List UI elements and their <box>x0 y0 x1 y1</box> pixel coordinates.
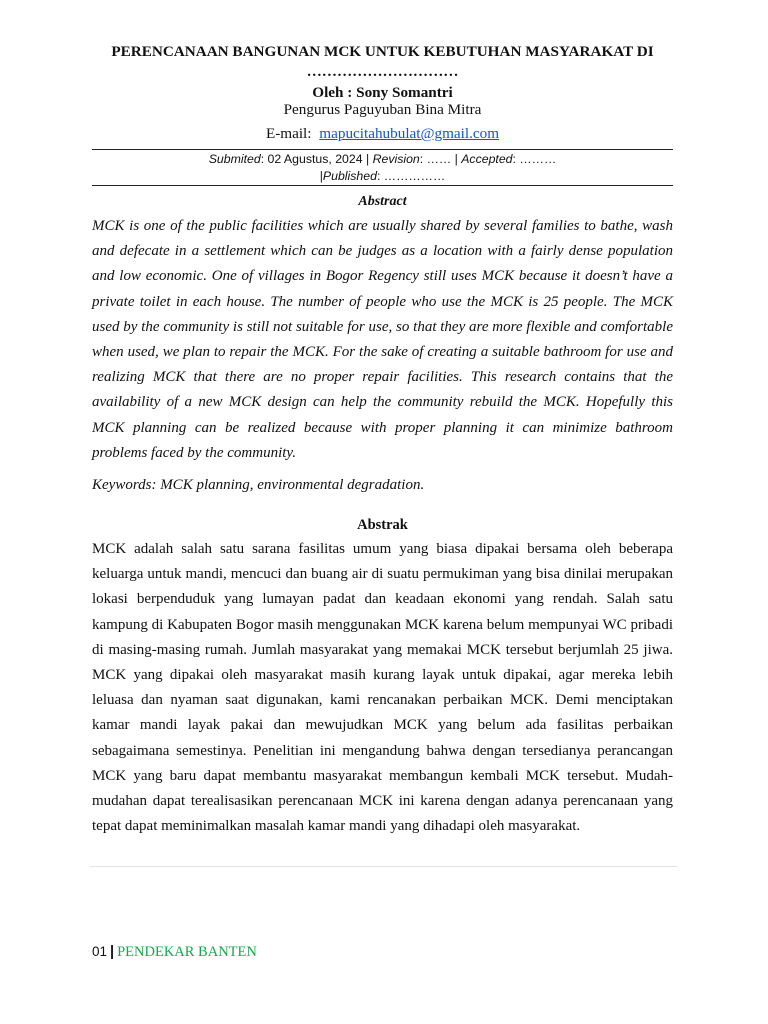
revision-label: Revision <box>372 152 420 166</box>
revision-value: : …… | <box>419 152 462 166</box>
author-name: Oleh : Sony Somantri <box>312 84 453 101</box>
submitted-label: Submited <box>208 152 261 166</box>
published-value: : …………… <box>376 169 446 183</box>
email-label: E-mail: <box>265 125 312 142</box>
abstrak-heading: Abstrak <box>357 517 408 533</box>
accepted-value: : ……… <box>512 152 557 166</box>
email-row <box>92 125 673 143</box>
footer-separator: | <box>110 944 115 960</box>
bottom-divider <box>92 185 673 186</box>
publication-dates <box>92 151 673 185</box>
abstract-english-text: MCK is one of the public facilities which are usually shared by several families to bathe, wash and defecate in a settlement which can be judges as a location with a fairly dense population and low economic. One of villages in Bogor Regency still uses MCK because it doesn’t have a private toilet in each house. The number of people who use the MCK is 25 people. The MCK used by the community is still not suitable for use, so that they are more flexible and comfortable when used, we plan to repair the MCK. For the sake of creating a suitable bathroom for use and realizing MCK that there are no proper repair facilities. This research contains that the availability of a new MCK design can help the community rebuild the MCK. Hopefully this MCK planning can be realized because with proper planning it can minimize bathroom problems faced by the community. <box>92 218 673 461</box>
top-divider <box>92 149 673 150</box>
accepted-label: Accepted <box>461 152 513 166</box>
submitted-value: : 02 Agustus, 2024 | <box>260 152 373 166</box>
keywords: Keywords: MCK planning, environmental degradation. <box>92 477 425 493</box>
title-line-2: ………………………… <box>306 63 459 80</box>
dates-line-1 <box>92 151 673 168</box>
abstract-heading: Abstract <box>358 194 407 209</box>
published-label: Published <box>322 169 377 183</box>
abstrak-indonesian-text: MCK adalah salah satu sarana fasilitas umum yang biasa dipakai bersama oleh beberapa keluarga untuk mandi, mencuci dan buang air di suatu permukiman yang bisa dinilai merupakan lokasi berpenduduk yang lumayan padat dan keadaan ekonomi yang rendah. Salah satu kampung di Kabupaten Bogor masih menggunakan MCK karena belum mempunyai WC pribadi di masing-masing rumah. Jumlah masyarakat yang memakai MCK tersebut berjumlah 25 jiwa. MCK yang dipakai oleh masyarakat masih kurang layak untuk dipakai, agar mereka lebih leluasa dan nyaman saat digunakan, kami rencanakan perbaikan MCK. Demi menciptakan kamar mandi layak pakai dan mewujudkan MCK yang belum ada fasilitas perbaikan sebagaimana semestinya. Penelitian ini mengandung bahwa dengan tersedianya perancangan MCK yang baru dapat membantu masyarakat membangun kembali MCK tersebut. Mudah-mudahan dapat terealisasikan perencanaan MCK ini karena dengan adanya perencanaan yang tepat dapat meminimalkan masalah kamar mandi yang dihadapi oleh masyarakat. <box>92 541 673 835</box>
page-number: 01 <box>92 944 108 959</box>
section-end-rule <box>90 866 677 867</box>
dates-line-2 <box>92 168 673 185</box>
title-line-1: PERENCANAAN BANGUNAN MCK UNTUK KEBUTUHAN MASYARAKAT DI <box>111 43 654 60</box>
journal-name: PENDEKAR BANTEN <box>117 944 257 960</box>
email-link[interactable]: mapucitahubulat@gmail.com <box>319 125 500 142</box>
paper-title <box>92 42 673 82</box>
published-prefix: | <box>319 169 323 183</box>
author-affiliation: Pengurus Paguyuban Bina Mitra <box>283 101 482 118</box>
page-footer <box>92 943 257 961</box>
